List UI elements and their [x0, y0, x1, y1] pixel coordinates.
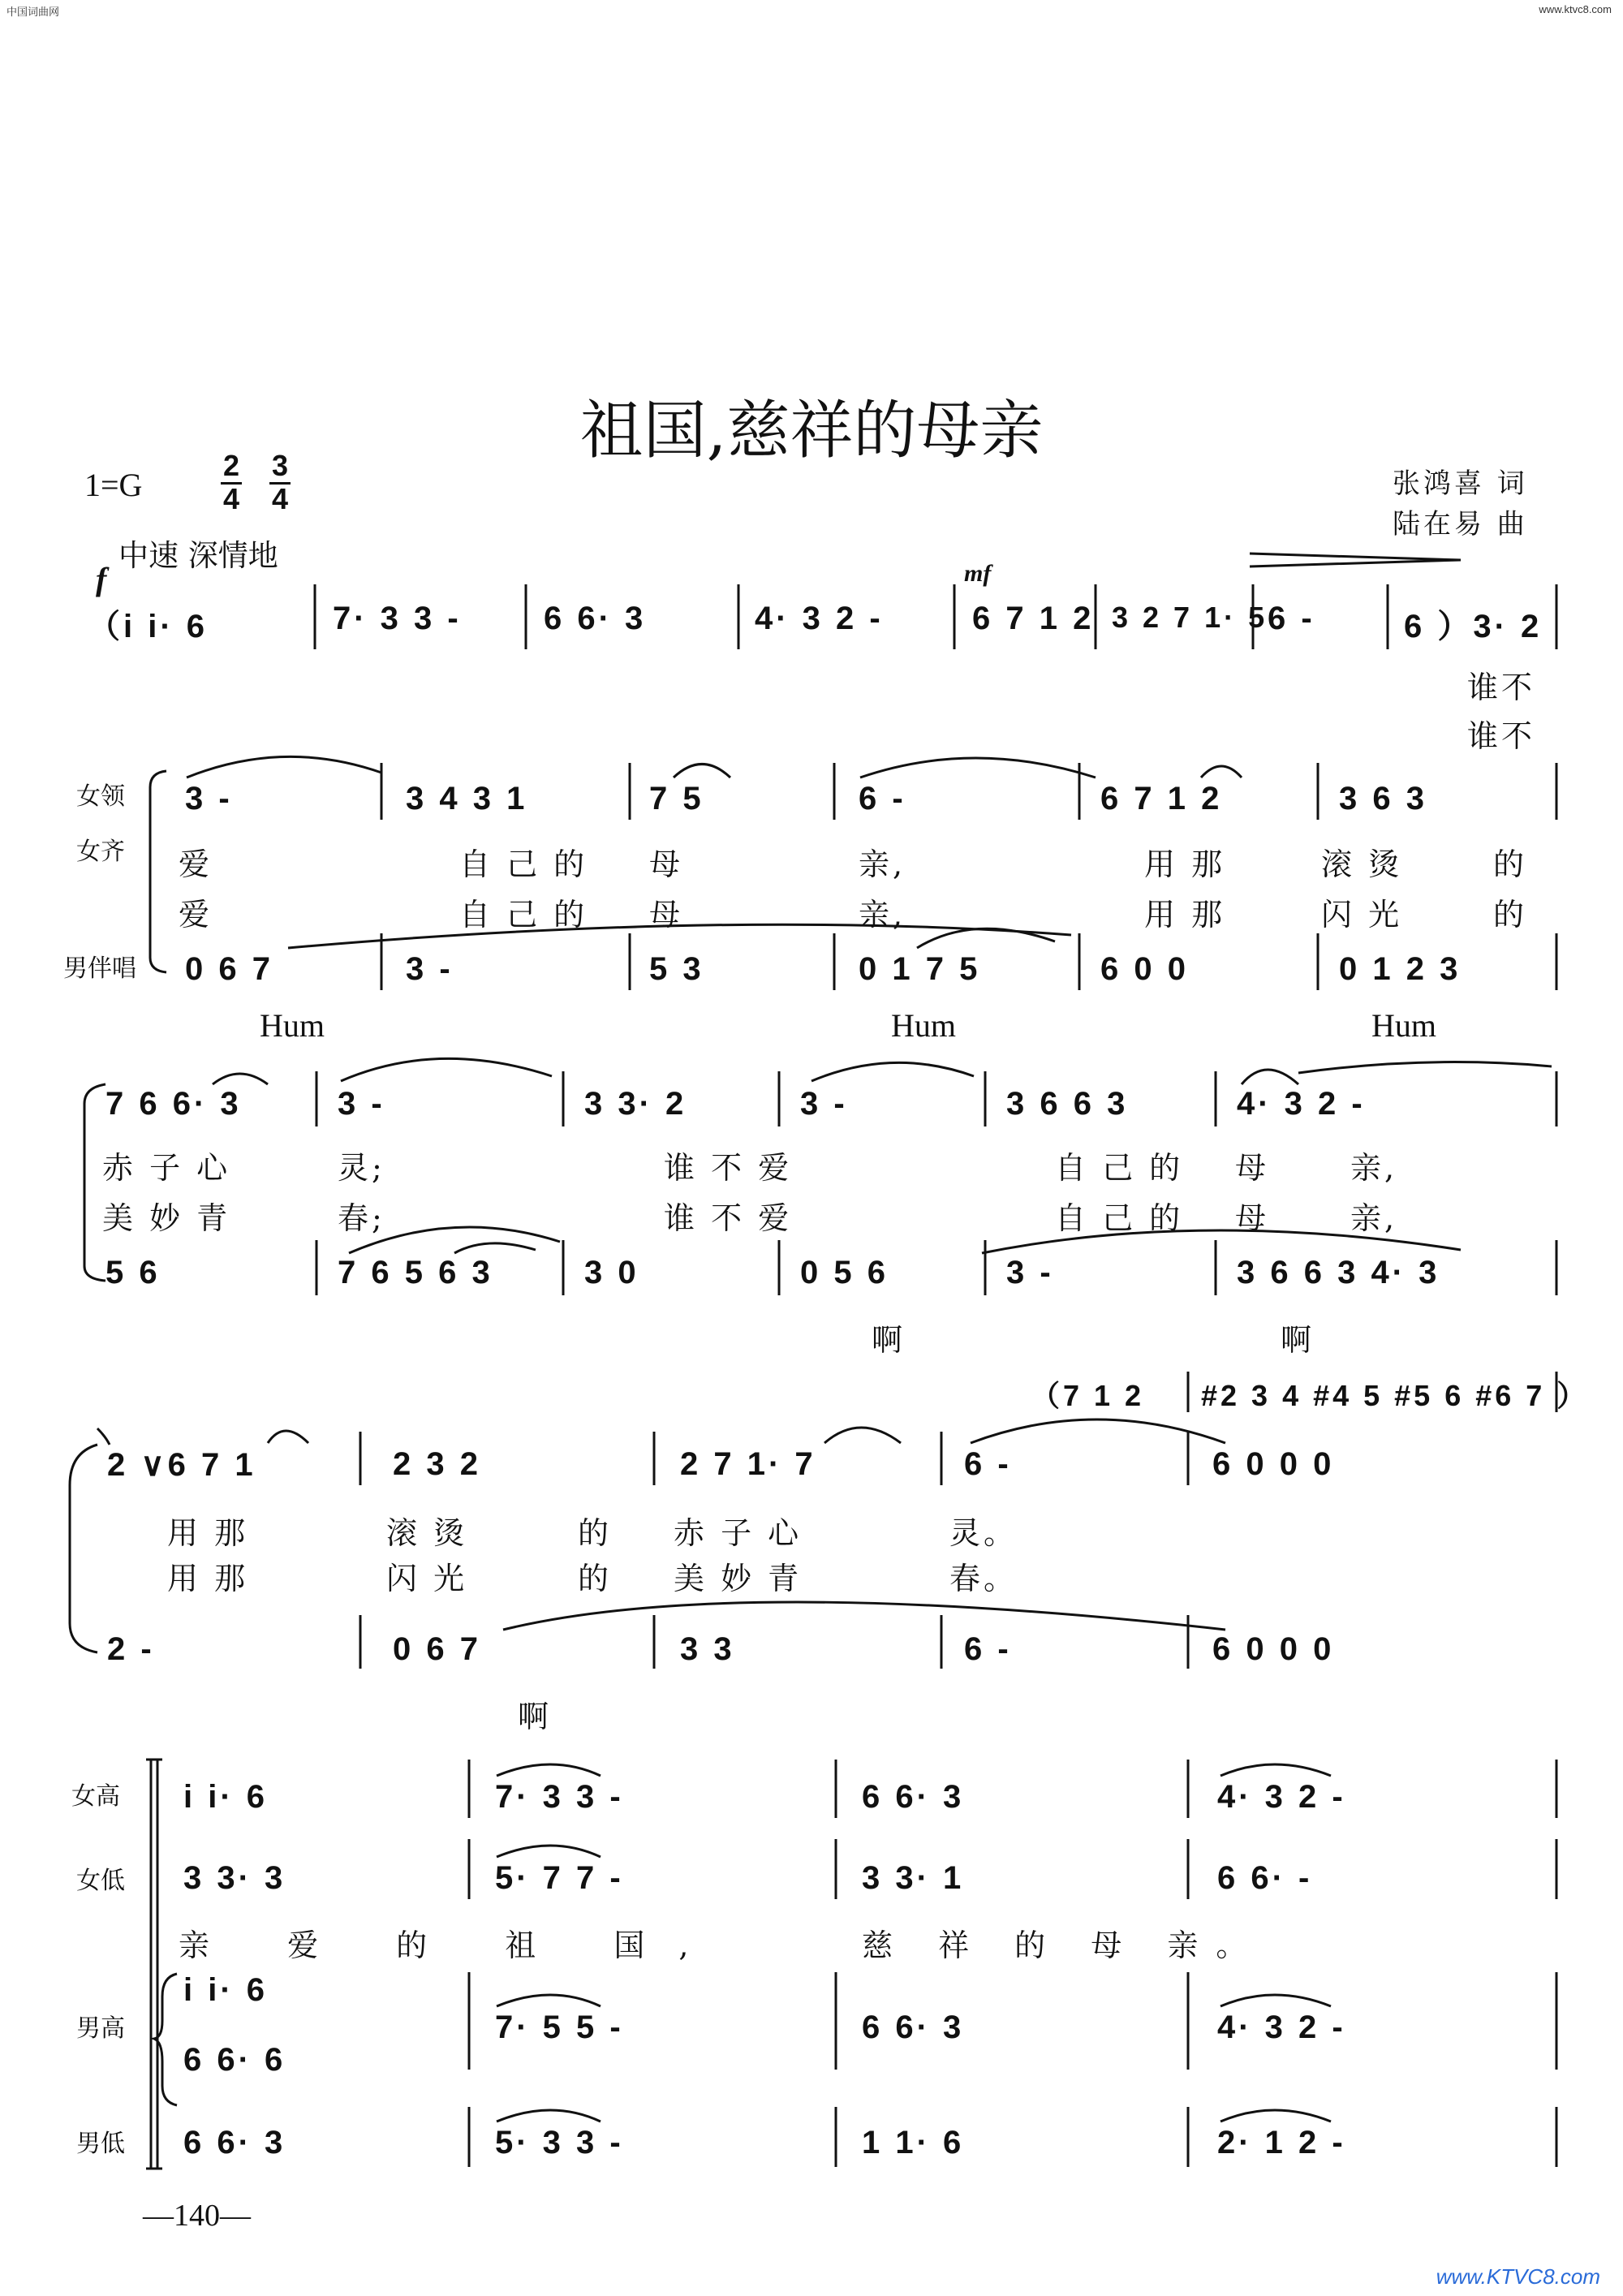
s3-lyric2-b: 闪 光 [386, 1561, 468, 1596]
s2-melody-m1: 7 6 6· 3 [105, 1086, 242, 1122]
s2-melody-m3: 3 3· 2 [584, 1086, 687, 1122]
s1-lyric2-f: 闪 光 [1321, 897, 1403, 933]
s1-lyric2-d: 亲, [859, 897, 906, 933]
s2-lyric1-a: 赤 子 心 [102, 1150, 231, 1186]
s3-melody-m1: 2 ∨6 7 1 [107, 1447, 256, 1483]
s3-men-m1: 2 - [107, 1631, 155, 1667]
intro-measure-6: 3 2 7 1· 5 [1112, 601, 1268, 634]
s2-melody-m5: 3 6 6 3 [1006, 1086, 1129, 1122]
s2-men-m3: 3 0 [584, 1255, 639, 1290]
key-signature: 1=G [84, 467, 143, 503]
s2-lyric1-d: 自 己 的 [1055, 1150, 1184, 1186]
time-signature-3-4: 3 4 [269, 451, 291, 514]
s1-lyric1-g: 的 [1493, 846, 1528, 882]
tempo-marking: 中速 深情地 [118, 538, 278, 573]
s2-lyric1-f: 亲, [1350, 1150, 1398, 1186]
s1-hum-2: Hum [891, 1007, 956, 1044]
intro-measure-8: 6 ）3· 2 [1404, 609, 1543, 644]
s3-lyric1-b: 滚 烫 [386, 1515, 468, 1551]
s1-melody-m6: 3 6 3 [1339, 781, 1427, 816]
s3-lyric2-a: 用 那 [167, 1561, 249, 1596]
s3-men-m2: 0 6 7 [393, 1631, 481, 1667]
ch-sop-m1: i i· 6 [183, 1779, 269, 1815]
s2-men-m5: 3 - [1006, 1255, 1054, 1290]
s2-lyric1-b: 灵; [338, 1150, 385, 1186]
ch-tenor1-m3: 6 6· 3 [862, 2010, 965, 2045]
s1-lyric1-d: 亲, [859, 846, 906, 882]
s2-lyric2-e: 母 [1235, 1200, 1270, 1236]
ch-tenor1-m4: 4· 3 2 - [1217, 2010, 1346, 2045]
s3-melody-m5: 6 0 0 0 [1212, 1446, 1335, 1482]
s2-lyric2-f: 亲, [1350, 1200, 1398, 1236]
s1-lyric2-e: 用 那 [1144, 897, 1226, 933]
s2-lyric2-b: 春; [338, 1200, 385, 1236]
ch-alto-m3: 3 3· 1 [862, 1860, 965, 1896]
s1-hum-1: Hum [260, 1007, 325, 1044]
ch-lyric-a: 亲 爱 的 祖 国, [179, 1928, 723, 1963]
s3-lyric2-e: 春。 [949, 1561, 1018, 1596]
part-label-alto: 女低 [76, 1867, 125, 1895]
s3-men-m4: 6 - [964, 1631, 1012, 1667]
s2-melody-m6: 4· 3 2 - [1237, 1086, 1366, 1122]
s3-bracket-phrase-1: （7 1 2 [1031, 1379, 1145, 1412]
s1-lyric1-a: 爱 [179, 846, 213, 882]
s1-melody-m4: 6 - [859, 781, 906, 816]
part-label-tenor: 男高 [76, 2014, 125, 2043]
ch-bass-m3: 1 1· 6 [862, 2125, 965, 2160]
ch-tenor2-m1: 6 6· 6 [183, 2042, 286, 2078]
s1-men-m6: 0 1 2 3 [1339, 951, 1462, 987]
s1-men-m4: 0 1 7 5 [859, 951, 981, 987]
s1-lyric2-a: 爱 [179, 897, 213, 933]
s1-men-m1: 0 6 7 [185, 951, 273, 987]
s1-lyric1-b: 自 己 的 [459, 846, 588, 882]
ch-alto-m1: 3 3· 3 [183, 1860, 286, 1896]
part-label-male-accomp: 男伴唱 [63, 954, 136, 983]
part-label-bass: 男低 [76, 2130, 125, 2158]
s2-men-m6: 3 6 6 3 4· 3 [1237, 1255, 1440, 1290]
s3-melody-m2: 2 3 2 [393, 1446, 481, 1482]
ch-sop-m3: 6 6· 3 [862, 1779, 965, 1815]
s2-ah-1: 啊 [872, 1322, 906, 1358]
ch-sop-m2: 7· 3 3 - [495, 1779, 624, 1815]
s3-melody-m4: 6 - [964, 1446, 1012, 1482]
s1-men-m5: 6 0 0 [1100, 951, 1189, 987]
s2-ah-2: 啊 [1281, 1322, 1315, 1358]
s2-lyric2-c: 谁 不 爱 [664, 1200, 793, 1236]
intro-measure-5: 6 7 1 2 [972, 601, 1095, 636]
part-label-female-unison: 女齐 [76, 838, 125, 866]
dynamic-mezzo-forte: mf [964, 560, 992, 587]
ch-tenor1-m2: 7· 5 5 - [495, 2010, 624, 2045]
song-title: 祖国,慈祥的母亲 [579, 394, 1044, 467]
s1-melody-m1: 3 - [185, 781, 233, 816]
s2-lyric1-e: 母 [1235, 1150, 1270, 1186]
ch-alto-m4: 6 6· - [1217, 1860, 1313, 1896]
s1-lyric1-e: 用 那 [1144, 846, 1226, 882]
s1-melody-m2: 3 4 3 1 [406, 781, 528, 816]
part-label-female-lead: 女领 [76, 782, 125, 811]
intro-measure-2: 7· 3 3 - [333, 601, 462, 636]
intro-measure-1: （i i· 6 [88, 609, 209, 644]
composer-credit: 陆在易 曲 [1393, 508, 1528, 541]
s2-melody-m4: 3 - [800, 1086, 848, 1122]
intro-measure-7: 6 - [1268, 601, 1315, 636]
s3-lyric1-d: 赤 子 心 [674, 1515, 803, 1551]
s2-men-m4: 0 5 6 [800, 1255, 889, 1290]
s3-lyric2-c: 的 [578, 1561, 613, 1596]
s2-men-m1: 5 6 [105, 1255, 161, 1290]
part-label-soprano: 女高 [71, 1782, 120, 1811]
s1-melody-m5: 6 7 1 2 [1100, 781, 1223, 816]
s1-lyric2-b: 自 己 的 [459, 897, 588, 933]
s3-ah: 啊 [518, 1699, 553, 1734]
s2-men-m2: 7 6 5 6 3 [338, 1255, 493, 1290]
s3-lyric1-a: 用 那 [167, 1515, 249, 1551]
s3-melody-m3: 2 7 1· 7 [680, 1446, 816, 1482]
intro-measure-3: 6 6· 3 [544, 601, 647, 636]
ch-lyric-b: 慈 祥 的 母 亲。 [862, 1928, 1265, 1963]
s1-lyric1-f: 滚 烫 [1321, 846, 1403, 882]
ch-tenor1-m1: i i· 6 [183, 1972, 269, 2008]
intro-lyric-verse2: 谁不 [1467, 718, 1536, 754]
ch-alto-m2: 5· 7 7 - [495, 1860, 624, 1896]
site-name-label: 中国词曲网 [6, 6, 60, 18]
s3-men-m3: 3 3 [680, 1631, 735, 1667]
s3-men-m5: 6 0 0 0 [1212, 1631, 1335, 1667]
intro-lyric-verse1: 谁不 [1467, 670, 1536, 705]
dynamic-forte: f [96, 561, 107, 597]
lyricist-credit: 张鸿喜 词 [1393, 467, 1528, 500]
s3-lyric1-e: 灵。 [949, 1515, 1018, 1551]
watermark: www.KTVC8.com [1436, 2264, 1600, 2289]
ch-bass-m1: 6 6· 3 [183, 2125, 286, 2160]
s2-lyric2-a: 美 妙 青 [102, 1200, 231, 1236]
s1-hum-3: Hum [1371, 1007, 1436, 1044]
s1-men-m3: 5 3 [649, 951, 704, 987]
page-number: —140— [143, 2199, 251, 2233]
time-signature-2-4: 2 4 [221, 451, 242, 514]
intro-measure-4: 4· 3 2 - [755, 601, 884, 636]
s3-lyric1-c: 的 [578, 1515, 613, 1551]
ch-sop-m4: 4· 3 2 - [1217, 1779, 1346, 1815]
site-url-label: www.ktvc8.com [1539, 3, 1612, 15]
ch-bass-m2: 5· 3 3 - [495, 2125, 624, 2160]
ch-bass-m4: 2· 1 2 - [1217, 2125, 1346, 2160]
s2-lyric2-d: 自 己 的 [1055, 1200, 1184, 1236]
s3-lyric2-d: 美 妙 青 [674, 1561, 803, 1596]
s1-lyric2-c: 母 [649, 897, 684, 933]
s1-melody-m3: 7 5 [649, 781, 704, 816]
s1-lyric1-c: 母 [649, 846, 684, 882]
s2-melody-m2: 3 - [338, 1086, 385, 1122]
s3-bracket-phrase-2: #2 3 4 #4 5 #5 6 #6 7 ） [1201, 1379, 1590, 1412]
s1-lyric2-g: 的 [1493, 897, 1528, 933]
s2-lyric1-c: 谁 不 爱 [664, 1150, 793, 1186]
s1-men-m2: 3 - [406, 951, 454, 987]
